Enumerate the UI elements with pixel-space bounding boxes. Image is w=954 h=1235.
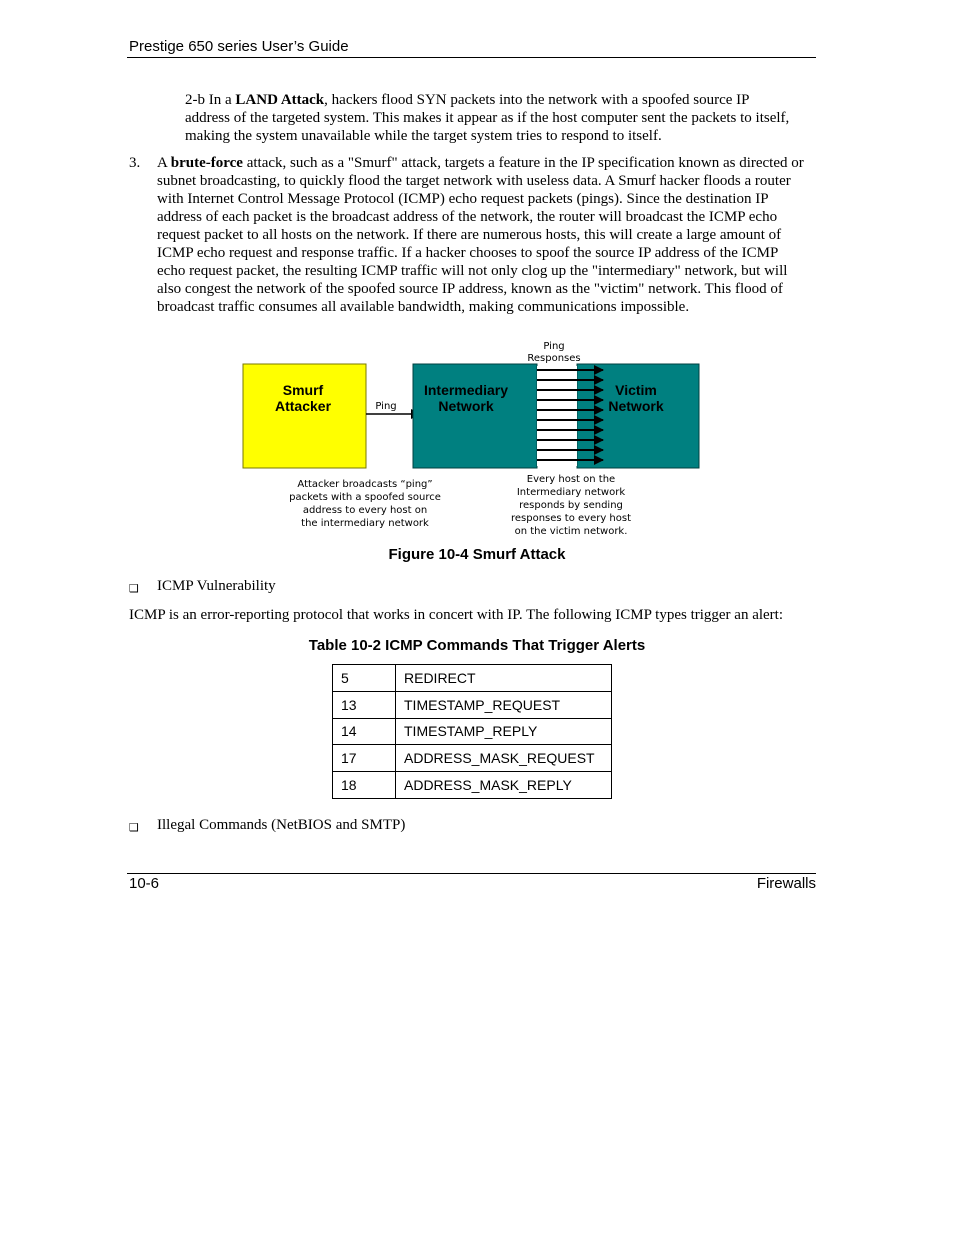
footer-page-number: 10-6 bbox=[129, 875, 160, 892]
intermediary-note bbox=[511, 474, 631, 537]
brute-prefix: A bbox=[157, 155, 171, 171]
bullet-illegal-commands: Illegal Commands (NetBIOS and SMTP) bbox=[157, 817, 406, 833]
intermediary-network-box bbox=[413, 364, 537, 468]
attacker-note bbox=[289, 479, 441, 529]
attacker-label-1: Smurf bbox=[282, 382, 324, 398]
intermediary-note-line: Intermediary network bbox=[516, 487, 626, 498]
intermediary-label-2: Network bbox=[438, 398, 494, 414]
attacker-note-line: Attacker broadcasts “ping” bbox=[297, 479, 433, 490]
list-number-3: 3. bbox=[129, 155, 141, 171]
icmp-paragraph: ICMP is an error-reporting protocol that works in concert with IP. The following ICMP types trigger an alert: bbox=[129, 607, 784, 623]
header-rule bbox=[127, 57, 816, 58]
ping-label: Ping bbox=[375, 401, 397, 412]
table-row bbox=[333, 665, 612, 692]
victim-label-1: Victim bbox=[615, 382, 657, 398]
intermediary-note-line: responses to every host bbox=[510, 513, 632, 524]
land-prefix: 2-b In a bbox=[185, 92, 236, 108]
attacker-box bbox=[243, 364, 366, 468]
intermediary-note-line: responds by sending bbox=[519, 500, 623, 511]
intermediary-note-line: Every host on the bbox=[526, 474, 616, 485]
icmp-type-name: TIMESTAMP_REQUEST bbox=[396, 691, 612, 718]
figure-caption: Figure 10-4 Smurf Attack bbox=[388, 546, 566, 563]
table-caption: Table 10-2 ICMP Commands That Trigger Alerts bbox=[308, 637, 646, 654]
icmp-alert-table bbox=[332, 664, 612, 799]
paragraph-brute-force bbox=[157, 154, 807, 316]
icmp-type-name: ADDRESS_MASK_REPLY bbox=[396, 772, 612, 799]
table-row bbox=[333, 772, 612, 799]
icmp-type-number: 5 bbox=[333, 665, 396, 692]
responses-label-1: Ping bbox=[543, 341, 565, 352]
table-row bbox=[333, 691, 612, 718]
brute-force-term: brute-force bbox=[170, 155, 243, 171]
icmp-type-name: REDIRECT bbox=[396, 665, 612, 692]
intermediary-label-1: Intermediary bbox=[423, 382, 509, 398]
land-rest: , hackers flood SYN packets into the network with a spoofed source IP address of the targeted system. This makes it appear as if the host computer sent the packets to itself, making the system unavailable while the target system tries to respond to itself. bbox=[185, 92, 790, 144]
attacker-note-line: packets with a spoofed source bbox=[289, 492, 441, 503]
smurf-diagram-svg bbox=[240, 336, 710, 538]
smurf-attack-diagram bbox=[240, 336, 710, 538]
icmp-type-number: 18 bbox=[333, 772, 396, 799]
icmp-type-name: TIMESTAMP_REPLY bbox=[396, 718, 612, 745]
icmp-type-number: 14 bbox=[333, 718, 396, 745]
attacker-note-line: address to every host on bbox=[302, 505, 428, 516]
brute-rest: attack, such as a "Smurf" attack, targets a feature in the IP specification known as directed or subnet broadcasting, to quickly flood the target network with useless data. A Smurf hacker floods a router with Internet Control Message Protocol (ICMP) echo request packets (pings). Since the destination IP address of each packet is the broadcast address of the network, the router will broadcast the ICMP echo request packet to all hosts on the network. If there are numerous hosts, this will create a large amount of ICMP echo request and response traffic. If a hacker chooses to spoof the source IP address of the ICMP echo request packet, the resulting ICMP traffic will not only clog up the "intermediary" network, but will also congest the network of the spoofed source IP address, known as the "victim" network. This flood of broadcast traffic consumes all available bandwidth, making communications impossible. bbox=[157, 155, 804, 315]
icmp-type-number: 17 bbox=[333, 745, 396, 772]
footer-section-name: Firewalls bbox=[756, 875, 816, 892]
intermediary-note-line: on the victim network. bbox=[514, 526, 628, 537]
page-header-title: Prestige 650 series User’s Guide bbox=[129, 38, 349, 55]
checkbox-bullet-icon: ❑ bbox=[129, 582, 139, 595]
bullet-icmp-vulnerability: ICMP Vulnerability bbox=[157, 578, 276, 594]
responses-label-2: Responses bbox=[527, 353, 581, 364]
table-row bbox=[333, 718, 612, 745]
attacker-note-line: the intermediary network bbox=[301, 518, 429, 529]
victim-label-2: Network bbox=[608, 398, 664, 414]
paragraph-land-attack bbox=[185, 91, 795, 145]
footer-rule bbox=[127, 873, 816, 874]
icmp-type-number: 13 bbox=[333, 691, 396, 718]
table-row bbox=[333, 745, 612, 772]
attacker-label-2: Attacker bbox=[274, 398, 332, 414]
icmp-type-name: ADDRESS_MASK_REQUEST bbox=[396, 745, 612, 772]
checkbox-bullet-icon: ❑ bbox=[129, 821, 139, 834]
land-attack-term: LAND Attack bbox=[235, 92, 325, 108]
